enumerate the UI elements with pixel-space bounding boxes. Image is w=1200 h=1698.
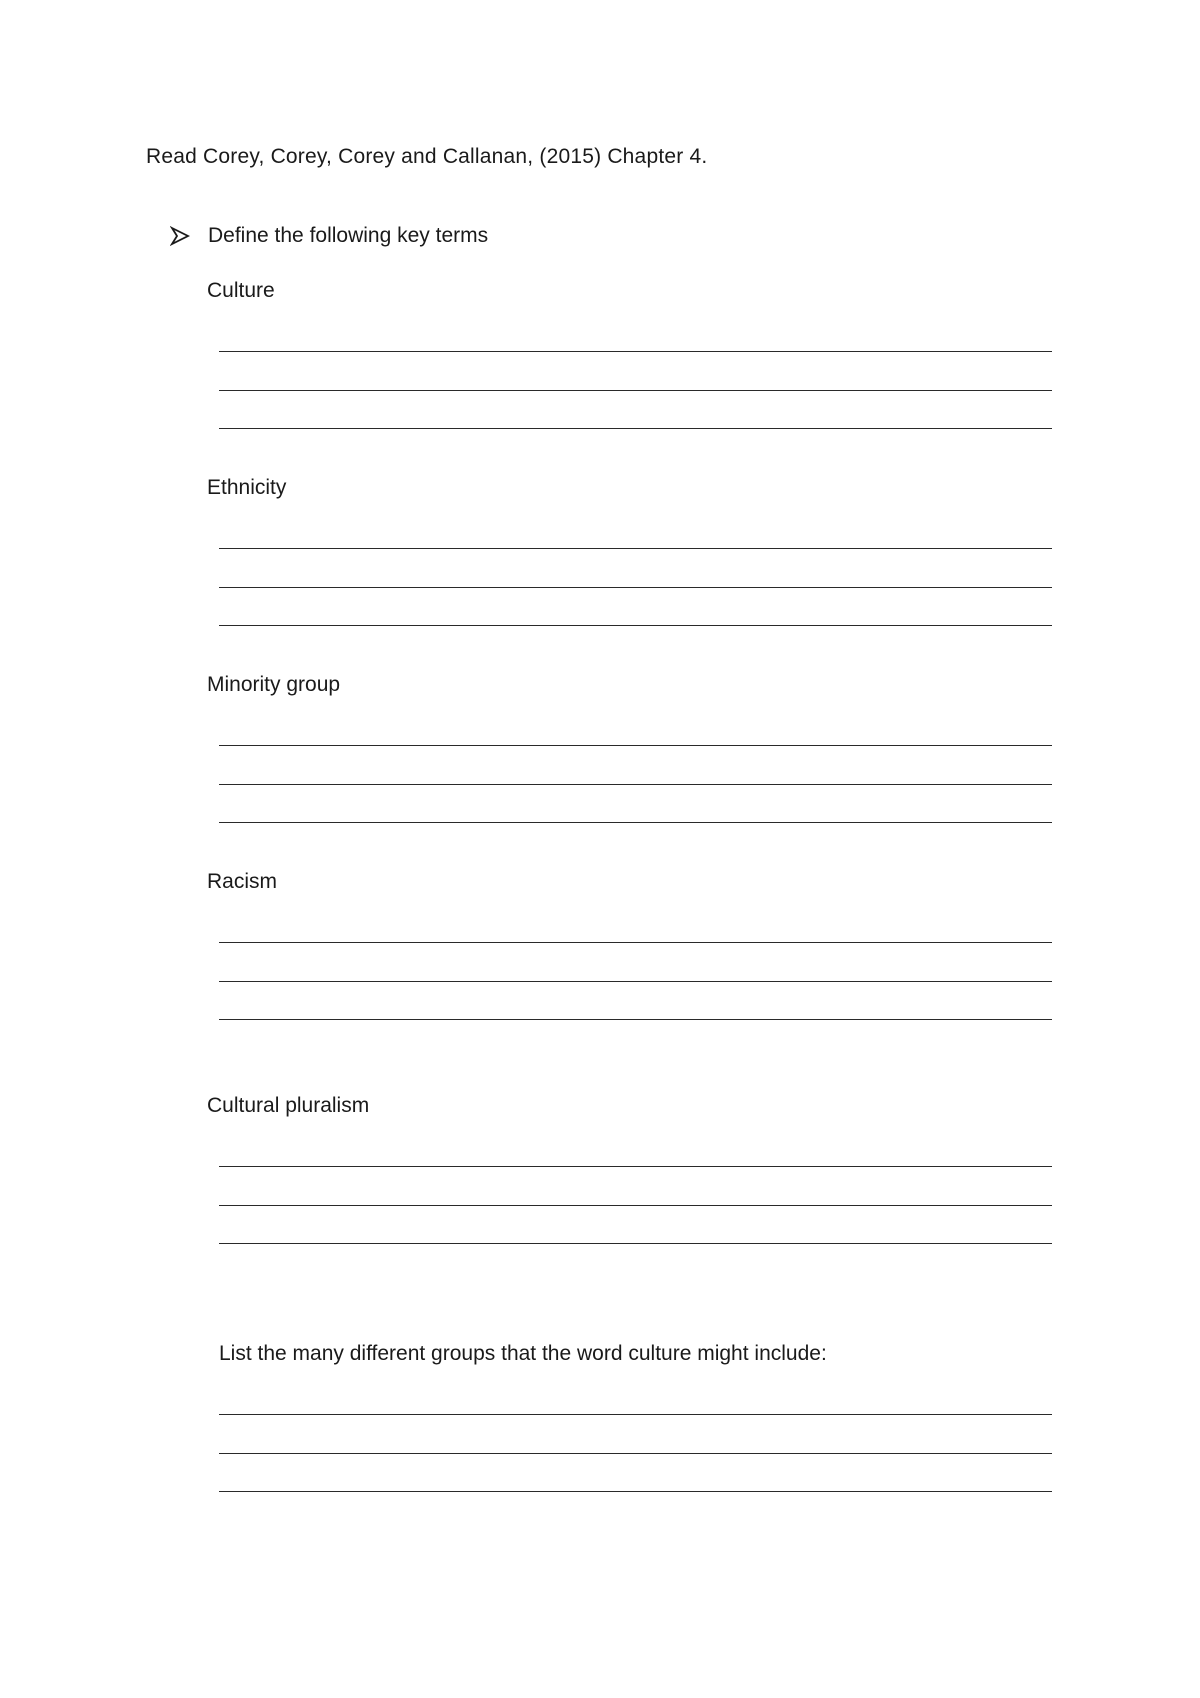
answer-lines-cultural-pluralism[interactable]	[219, 1166, 1052, 1282]
answer-line[interactable]	[219, 1019, 1052, 1020]
answer-line[interactable]	[219, 351, 1052, 352]
term-label-cultural-pluralism: Cultural pluralism	[207, 1094, 370, 1117]
answer-line[interactable]	[219, 1491, 1052, 1492]
answer-line[interactable]	[219, 1243, 1052, 1244]
answer-line[interactable]	[219, 625, 1052, 626]
instruction-row	[170, 224, 488, 248]
answer-lines-minority-group[interactable]	[219, 745, 1052, 861]
term-label-ethnicity: Ethnicity	[207, 476, 287, 499]
answer-line[interactable]	[219, 587, 1052, 588]
answer-line[interactable]	[219, 390, 1052, 391]
reading-assignment: Read Corey, Corey, Corey and Callanan, (2015) Chapter 4.	[146, 145, 708, 168]
instruction-text: Define the following key terms	[208, 224, 489, 247]
answer-line[interactable]	[219, 942, 1052, 943]
answer-line[interactable]	[219, 548, 1052, 549]
answer-lines-ethnicity[interactable]	[219, 548, 1052, 664]
answer-line[interactable]	[219, 1166, 1052, 1167]
answer-line[interactable]	[219, 428, 1052, 429]
term-label-racism: Racism	[207, 870, 278, 893]
answer-line[interactable]	[219, 822, 1052, 823]
term-label-minority-group: Minority group	[207, 673, 341, 696]
answer-line[interactable]	[219, 1205, 1052, 1206]
answer-line[interactable]	[219, 981, 1052, 982]
term-label-culture: Culture	[207, 279, 275, 302]
answer-line[interactable]	[219, 1453, 1052, 1454]
answer-line[interactable]	[219, 745, 1052, 746]
answer-lines-culture[interactable]	[219, 351, 1052, 467]
answer-line[interactable]	[219, 784, 1052, 785]
answer-lines-racism[interactable]	[219, 942, 1052, 1058]
list-prompt: List the many different groups that the word culture might include:	[219, 1342, 827, 1365]
answer-line[interactable]	[219, 1414, 1052, 1415]
answer-lines-culture-groups[interactable]	[219, 1414, 1052, 1530]
arrowhead-bullet-icon	[170, 226, 190, 246]
